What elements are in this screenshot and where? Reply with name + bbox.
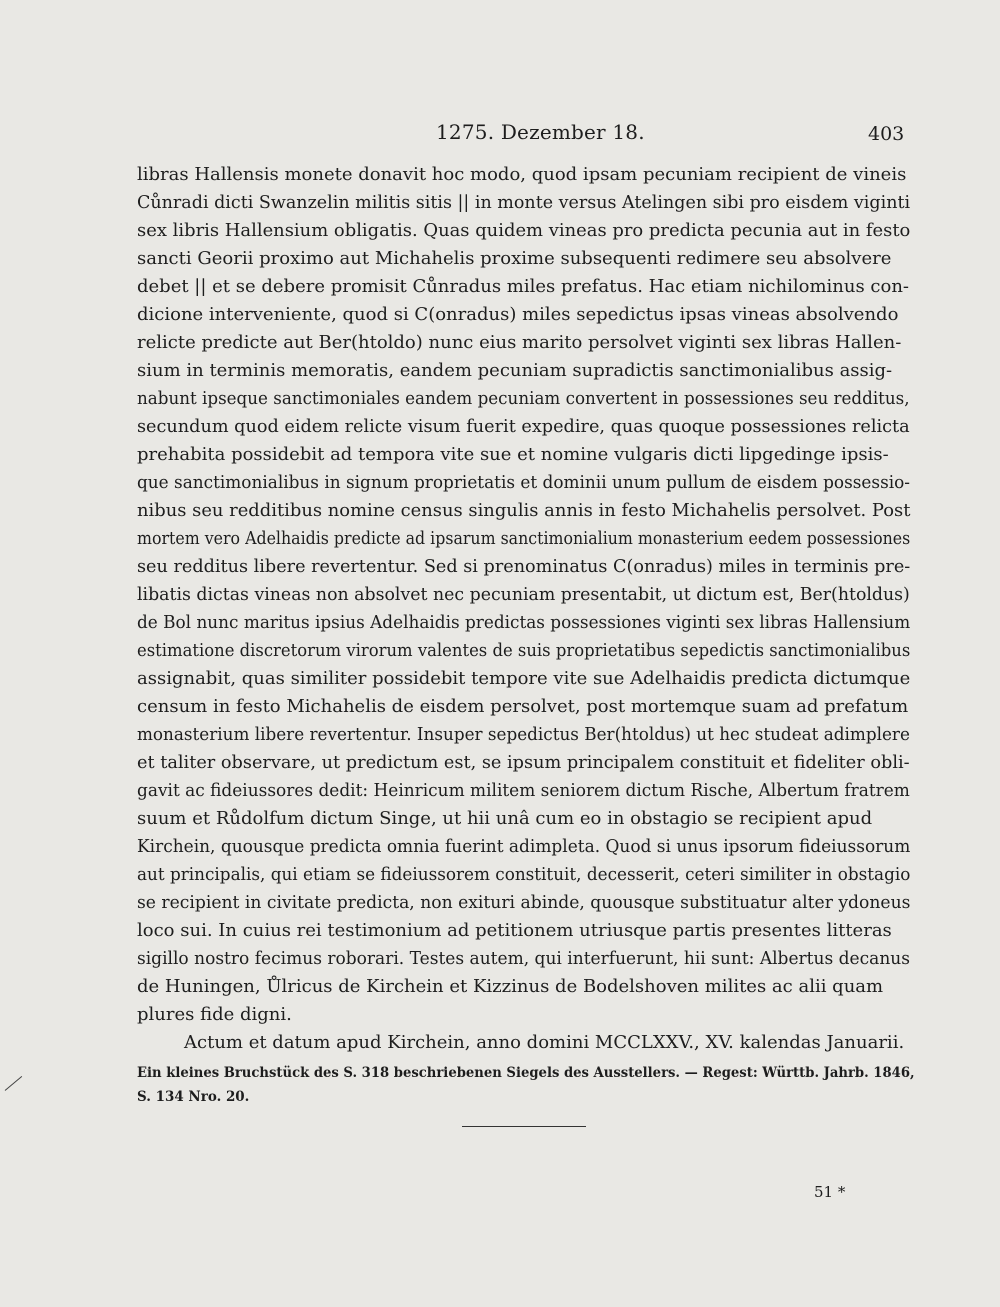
text-line: sium in terminis memoratis, eandem pecuniam supradictis sanctimonialibus assig- — [137, 360, 893, 381]
footnote-line: Ein kleines Bruchstück des S. 318 beschriebenen Siegels des Ausstellers. — Regest: Württb. Jahrb. 1846, — [137, 1065, 915, 1081]
text-line: prehabita possidebit ad tempora vite sue et nomine vulgaris dicti lipgedinge ipsis- — [137, 444, 889, 465]
text-line: et taliter observare, ut predictum est, se ipsum principalem constituit et fideliter obli- — [137, 752, 910, 773]
text-line: que sanctimonialibus in signum proprietatis et dominii unum pullum de eisdem possessio- — [137, 472, 911, 493]
text-line: monasterium libere revertentur. Insuper sepedictus Ber(htoldus) ut hec studeat adimplere — [137, 724, 910, 745]
text-line: libatis dictas vineas non absolvet nec pecuniam presentabit, ut dictum est, Ber(htoldus) — [137, 584, 910, 605]
text-line: de Huningen, Ůlricus de Kirchein et Kizzinus de Bodelshoven milites ac alii quam — [137, 976, 884, 997]
footnote-line: S. 134 Nro. 20. — [137, 1089, 250, 1105]
text-line: estimatione discretorum virorum valentes de suis proprietatibus sepedictis sanctimonialibus — [137, 640, 911, 661]
text-line: sex libris Hallensium obligatis. Quas quidem vineas pro predicta pecunia aut in festo — [137, 220, 911, 241]
text-line: suum et Růdolfum dictum Singe, ut hii unâ cum eo in obstagio se recipient apud — [137, 808, 873, 829]
text-line: Kirchein, quousque predicta omnia fuerint adimpleta. Quod si unus ipsorum fideiussorum — [137, 836, 911, 857]
text-line: mortem vero Adelhaidis predicte ad ipsarum sanctimonialium monasterium eedem possessiones — [137, 528, 911, 549]
text-line: sancti Georii proximo aut Michahelis proxime subsequenti redimere seu absolvere — [137, 248, 892, 269]
text-line: loco sui. In cuius rei testimonium ad petitionem utriusque partis presentes litteras — [137, 920, 892, 941]
page-number: 403 — [868, 123, 905, 145]
footnote — [137, 1061, 917, 1109]
text-line: libras Hallensis monete donavit hoc modo, quod ipsam pecuniam recipient de vineis — [137, 164, 907, 185]
text-line: assignabit, quas similiter possidebit tempore vite sue Adelhaidis predicta dictumque — [137, 668, 911, 689]
text-line: relicte predicte aut Ber(htoldo) nunc eius marito persolvet viginti sex libras Hallen- — [137, 332, 902, 353]
text-line: sigillo nostro fecimus roborari. Testes autem, qui interfuerunt, hii sunt: Albertus decanus — [137, 948, 910, 969]
text-line: Cůnradi dicti Swanzelin militis sitis || in monte versus Atelingen sibi pro eisdem viginti — [137, 192, 911, 213]
text-line: nabunt ipseque sanctimoniales eandem pecuniam convertent in possessiones seu redditus, — [137, 388, 910, 409]
text-line: aut principalis, qui etiam se fideiussorem constituit, decesserit, ceteri similiter in obstagio — [137, 864, 911, 885]
closing-line: Actum et datum apud Kirchein, anno domini MCCLXXV., XV. kalendas Januarii. — [184, 1032, 905, 1053]
text-line: nibus seu redditibus nomine census singulis annis in festo Michahelis persolvet. Post — [137, 500, 911, 521]
text-line: debet || et se debere promisit Cůnradus miles prefatus. Hac etiam nichilominus con- — [137, 276, 910, 297]
text-line: plures fide digni. — [137, 1004, 292, 1025]
text-line: dicione interveniente, quod si C(onradus) miles sepedictus ipsas vineas absolvendo — [137, 304, 899, 325]
text-line: secundum quod eidem relicte visum fuerit expedire, quas quoque possessiones relicta — [137, 416, 910, 437]
margin-mark — [5, 1076, 22, 1091]
text-line: censum in festo Michahelis de eisdem persolvet, post mortemque suam ad prefatum — [137, 696, 909, 717]
document-body — [137, 161, 910, 1057]
separator-rule — [462, 1126, 586, 1127]
text-line: se recipient in civitate predicta, non exituri abinde, quousque substituatur alter ydoneus — [137, 892, 911, 913]
text-line: de Bol nunc maritus ipsius Adelhaidis predictas possessiones viginti sex libras Hallensium — [137, 612, 911, 633]
text-line: gavit ac fideiussores dedit: Heinricum militem seniorem dictum Rische, Albertum fratrem — [137, 780, 910, 801]
folio-signature: 51 * — [814, 1183, 846, 1201]
text-line: seu redditus libere revertentur. Sed si prenominatus C(onradus) miles in terminis pre- — [137, 556, 911, 577]
header-date: 1275. Dezember 18. — [436, 120, 645, 144]
